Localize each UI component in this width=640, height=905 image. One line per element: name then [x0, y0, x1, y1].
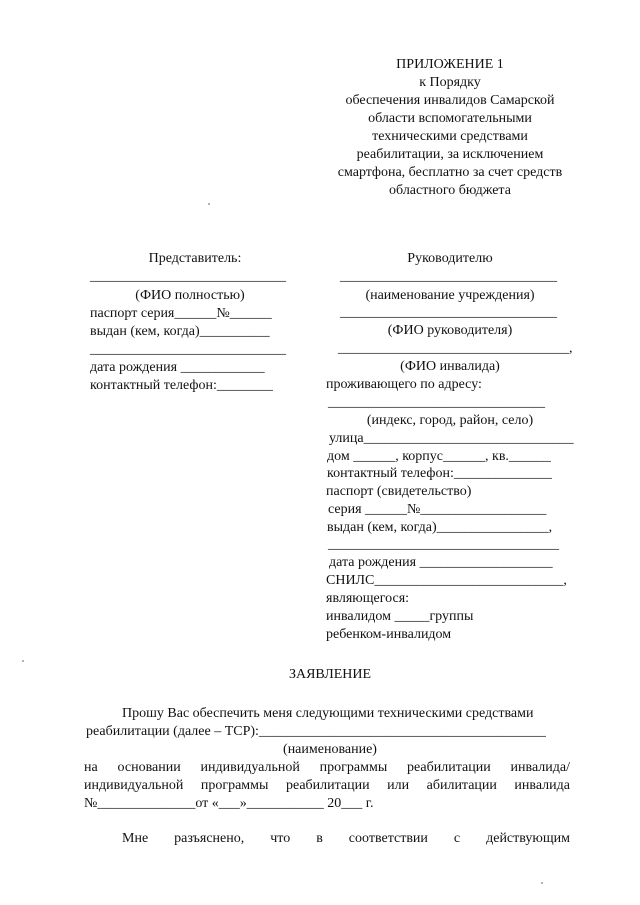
statement-para1-line5: №______________от «___»___________ 20___ г. — [84, 796, 374, 811]
head-caption: (ФИО руководителя) — [387, 323, 513, 338]
representative-fio-blank: ____________________________ — [90, 269, 286, 284]
house-field: дом ______, корпус______, кв.______ — [327, 449, 551, 464]
representative-issued: выдан (кем, когда)__________ — [90, 324, 270, 339]
child-invalid-label: ребенком-инвалидом — [326, 627, 452, 642]
address-blank: _______________________________ — [328, 395, 545, 410]
head-blank: _______________________________ — [340, 305, 557, 320]
statement-para1-line3: на основании индивидуальной программы реабилитации инвалида/ — [84, 760, 570, 775]
applicant-blank: _________________________________ — [328, 537, 559, 552]
representative-phone: контактный телефон:________ — [90, 378, 273, 393]
addressee-heading: Руководителю — [407, 251, 493, 266]
appendix-line-7: областного бюджета — [389, 183, 511, 198]
invalid-blank: _________________________________, — [338, 341, 573, 356]
applicant-issued: выдан (кем, когда)________________, — [327, 520, 553, 535]
representative-fio-caption: (ФИО полностью) — [135, 288, 245, 303]
representative-blank-2: ____________________________ — [90, 342, 286, 357]
representative-birth-date: дата рождения ____________ — [90, 360, 265, 375]
appendix-line-6: смартфона, бесплатно за счет средств — [337, 165, 563, 180]
scan-speck — [22, 660, 24, 662]
appendix-title: ПРИЛОЖЕНИЕ 1 — [396, 57, 504, 72]
representative-heading: Представитель: — [148, 251, 242, 266]
scan-speck — [208, 203, 210, 205]
applicant-phone: контактный телефон:______________ — [327, 466, 552, 481]
being-label: являющегося: — [326, 591, 410, 606]
applicant-series: серия ______№__________________ — [328, 502, 547, 517]
appendix-line-5: реабилитации, за исключением — [356, 147, 544, 162]
appendix-line-1: к Порядку — [419, 75, 481, 90]
appendix-line-2: обеспечения инвалидов Самарской — [345, 93, 555, 108]
applicant-birth-date: дата рождения ___________________ — [329, 555, 553, 570]
invalid-caption: (ФИО инвалида) — [400, 359, 500, 374]
statement-para1-line2: реабилитации (далее – ТСР):_________________________________________ — [86, 724, 546, 739]
statement-para2-line1: Мне разъяснено, что в соответствии с действующим — [122, 831, 570, 846]
institution-blank: _______________________________ — [340, 269, 557, 284]
statement-para1-line4: индивидуальной программы реабилитации или абилитации инвалида — [84, 778, 570, 793]
invalid-group-field: инвалидом _____группы — [326, 609, 474, 624]
statement-para1-line1: Прошу Вас обеспечить меня следующими техническими средствами — [122, 706, 534, 721]
appendix-line-4: техническими средствами — [372, 129, 528, 144]
address-caption: (индекс, город, район, село) — [366, 413, 534, 428]
institution-caption: (наименование учреждения) — [365, 288, 535, 303]
residing-label: проживающего по адресу: — [326, 377, 482, 392]
snils-field: СНИЛС___________________________, — [326, 573, 567, 588]
tsr-name-caption: (наименование) — [283, 742, 377, 757]
statement-title: ЗАЯВЛЕНИЕ — [288, 667, 372, 682]
applicant-passport: паспорт (свидетельство) — [326, 484, 472, 499]
street-field: улица______________________________ — [329, 431, 574, 446]
representative-passport: паспорт серия______№______ — [90, 306, 272, 321]
scan-speck — [541, 882, 543, 884]
appendix-line-3: области вспомогательными — [368, 111, 532, 126]
